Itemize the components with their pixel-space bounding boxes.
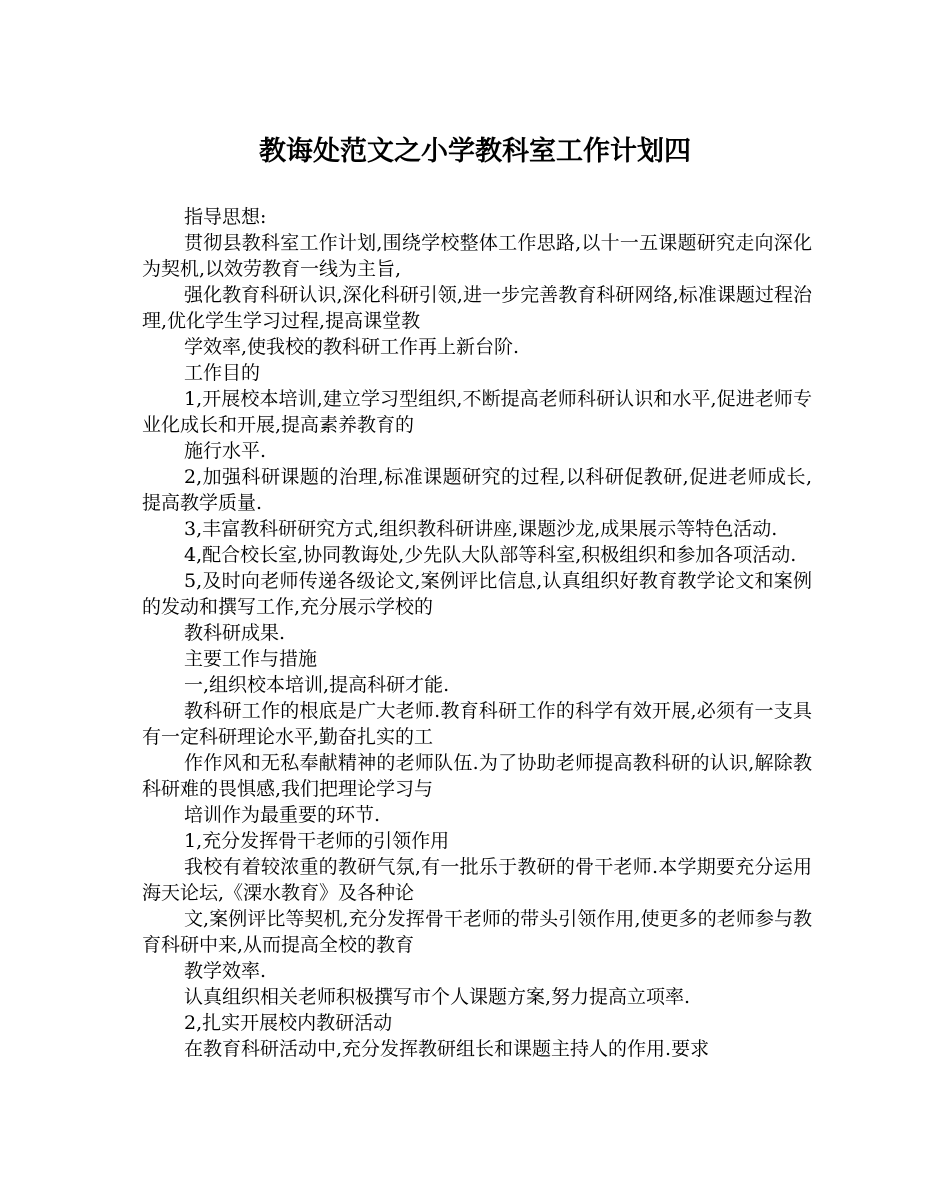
paragraph: 1,充分发挥骨干老师的引领作用: [184, 830, 450, 852]
paragraph: 一,组织校本培训,提高科研才能.: [184, 674, 450, 696]
paragraph: 1,开展校本培训,建立学习型组织,不断提高老师科研认识和水平,促进老师专业化成长和开展,提高素养教育的: [142, 388, 812, 436]
paragraph: 文,案例评比等契机,充分发挥骨干老师的带头引领作用,使更多的老师参与教育科研中来,从而提高全校的教育: [142, 908, 812, 956]
paragraph: 培训作为最重要的环节.: [184, 804, 381, 826]
paragraph: 3,丰富教科研研究方式,组织教科研讲座,课题沙龙,成果展示等特色活动.: [184, 518, 778, 540]
paragraph: 强化教育科研认识,深化科研引领,进一步完善教育科研网络,标准课题过程治理,优化学生学习过程,提高课堂教: [142, 284, 812, 332]
paragraph: 主要工作与措施: [184, 648, 318, 670]
document-title: 教诲处范文之小学教科室工作计划四: [259, 136, 691, 167]
paragraph: 教科研成果.: [184, 622, 286, 644]
paragraph: 教学效率.: [184, 960, 267, 982]
paragraph: 4,配合校长室,协同教诲处,少先队大队部等科室,积极组织和参加各项活动.: [184, 544, 797, 566]
paragraph: 指导思想:: [184, 206, 267, 228]
paragraph: 认真组织相关老师积极撰写市个人课题方案,努力提高立项率.: [184, 986, 691, 1008]
paragraph: 我校有着较浓重的教研气氛,有一批乐于教研的骨干老师.本学期要充分运用海天论坛,《溧水教育》及各种论: [142, 856, 812, 904]
document-body: [142, 204, 812, 1062]
paragraph: 教科研工作的根底是广大老师.教育科研工作的科学有效开展,必须有一支具有一定科研理论水平,勤奋扎实的工: [142, 700, 812, 748]
paragraph: 5,及时向老师传递各级论文,案例评比信息,认真组织好教育教学论文和案例的发动和撰写工作,充分展示学校的: [142, 570, 812, 618]
paragraph: 在教育科研活动中,充分发挥教研组长和课题主持人的作用.要求: [184, 1038, 710, 1060]
paragraph: 贯彻县教科室工作计划,围绕学校整体工作思路,以十一五课题研究走向深化为契机,以效劳教育一线为主旨,: [142, 232, 812, 280]
paragraph: 工作目的: [184, 362, 261, 384]
paragraph: 2,扎实开展校内教研活动: [184, 1012, 393, 1034]
paragraph: 施行水平.: [184, 440, 267, 462]
paragraph: 学效率,使我校的教科研工作再上新台阶.: [184, 336, 520, 358]
paragraph: 作作风和无私奉献精神的老师队伍.为了协助老师提高教科研的认识,解除教科研难的畏惧感,我们把理论学习与: [142, 752, 812, 800]
paragraph: 2,加强科研课题的治理,标准课题研究的过程,以科研促教研,促进老师成长,提高教学质量.: [142, 466, 812, 514]
